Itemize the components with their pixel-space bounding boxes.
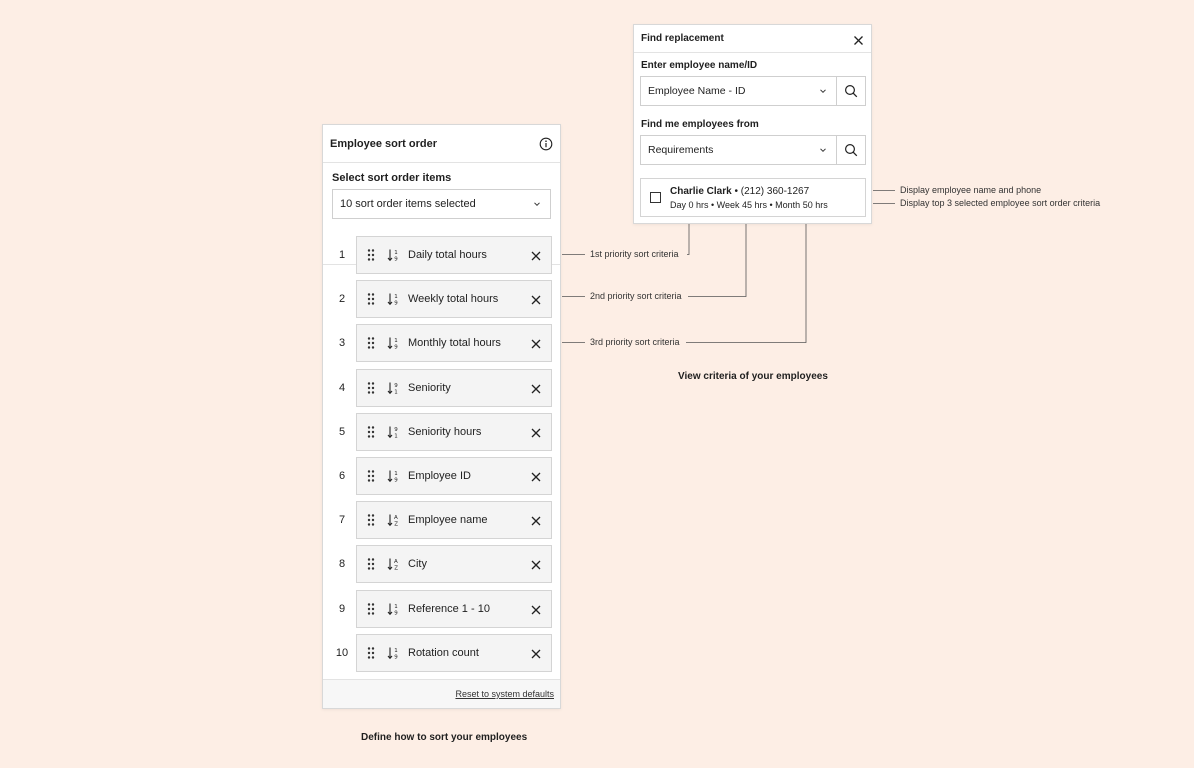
employee-criteria: Day 0 hrs • Week 45 hrs • Month 50 hrs	[670, 200, 828, 210]
remove-icon[interactable]	[530, 293, 542, 305]
sort-alpha-icon	[387, 513, 401, 527]
remove-icon[interactable]	[530, 426, 542, 438]
sort-item-card[interactable]	[356, 369, 552, 407]
sort-item-card[interactable]	[356, 324, 552, 362]
remove-icon[interactable]	[530, 647, 542, 659]
drag-handle-icon[interactable]	[366, 602, 376, 616]
employee-sort-panel	[322, 124, 561, 709]
sort-numeric-desc-icon	[387, 425, 401, 439]
sort-item-label: Employee ID	[408, 470, 471, 482]
requirements-search-button[interactable]	[837, 135, 866, 165]
sort-order-row	[323, 369, 562, 407]
sort-order-row	[323, 590, 562, 628]
drag-handle-icon[interactable]	[366, 248, 376, 262]
sort-priority-number: 10	[335, 646, 349, 659]
svg-text:1: 1	[394, 389, 398, 395]
sort-items-dropdown-value: 10 sort order items selected	[340, 198, 476, 210]
sort-item-card[interactable]	[356, 590, 552, 628]
sort-order-row	[323, 501, 562, 539]
find-panel-header	[634, 25, 871, 53]
employees-from-dropdown[interactable]	[640, 135, 837, 165]
chevron-down-icon	[818, 86, 828, 96]
annotation-first-priority: 1st priority sort criteria	[590, 249, 679, 259]
remove-icon[interactable]	[530, 603, 542, 615]
sort-priority-number: 4	[338, 381, 346, 394]
sort-numeric-icon	[387, 469, 401, 483]
sort-item-label: Seniority hours	[408, 425, 482, 438]
search-icon	[844, 143, 858, 157]
svg-text:9: 9	[394, 654, 398, 660]
drag-handle-icon[interactable]	[366, 336, 376, 350]
sort-alpha-icon	[387, 557, 401, 571]
remove-icon[interactable]	[530, 514, 542, 526]
sort-priority-number: 7	[338, 514, 346, 527]
employee-name-input-row	[640, 76, 866, 106]
drag-handle-icon[interactable]	[366, 513, 376, 527]
svg-text:9: 9	[394, 477, 398, 483]
sort-priority-number: 1	[338, 249, 346, 261]
find-replacement-panel	[633, 24, 872, 224]
sort-priority-number: 8	[338, 558, 346, 571]
sort-priority-number: 3	[338, 337, 346, 350]
sort-numeric-icon	[387, 646, 401, 660]
svg-text:1: 1	[394, 647, 398, 654]
employees-from-input-row	[640, 135, 866, 165]
employee-result-item[interactable]	[640, 178, 866, 217]
svg-text:1: 1	[394, 294, 398, 301]
sort-item-card[interactable]	[356, 545, 552, 583]
sort-select-label: Select sort order items	[332, 172, 452, 184]
employee-separator: •	[734, 186, 738, 197]
svg-text:Z: Z	[394, 521, 398, 528]
employee-search-button[interactable]	[837, 76, 866, 106]
sort-order-row	[323, 280, 562, 318]
sort-panel-footer	[323, 679, 560, 708]
info-icon[interactable]	[539, 137, 553, 151]
employees-from-label: Find me employees from	[641, 119, 759, 130]
search-icon	[844, 84, 858, 98]
connector-third	[562, 213, 806, 343]
sort-numeric-desc-icon	[387, 381, 401, 395]
svg-text:A: A	[394, 515, 398, 522]
find-panel-title: Find replacement	[641, 33, 724, 44]
drag-handle-icon[interactable]	[366, 646, 376, 660]
svg-text:1: 1	[394, 250, 398, 257]
sort-order-row	[323, 236, 562, 274]
employee-name-dropdown-value: Employee Name - ID	[648, 85, 746, 97]
svg-text:1: 1	[394, 338, 398, 345]
sort-item-card[interactable]	[356, 634, 552, 672]
drag-handle-icon[interactable]	[366, 469, 376, 483]
drag-handle-icon[interactable]	[366, 381, 376, 395]
employee-name: Charlie Clark	[670, 186, 732, 197]
chevron-down-icon	[532, 199, 542, 209]
employee-name-phone	[670, 186, 809, 197]
employee-select-checkbox[interactable]	[650, 192, 661, 203]
annotation-third-priority: 3rd priority sort criteria	[590, 337, 680, 347]
svg-text:9: 9	[394, 426, 398, 433]
sort-order-row	[323, 413, 562, 451]
sort-numeric-icon	[387, 602, 401, 616]
sort-item-card[interactable]	[356, 236, 552, 274]
remove-icon[interactable]	[530, 470, 542, 482]
sort-panel-title: Employee sort order	[330, 137, 437, 150]
svg-text:9: 9	[394, 610, 398, 616]
sort-numeric-icon	[387, 292, 401, 306]
svg-text:1: 1	[394, 471, 398, 478]
sort-priority-number: 5	[338, 425, 346, 438]
annotation-top3-criteria: Display top 3 selected employee sort order criteria	[900, 198, 1101, 208]
employee-name-label: Enter employee name/ID	[641, 60, 758, 71]
sort-priority-number: 6	[338, 470, 346, 482]
sort-numeric-icon	[387, 336, 401, 350]
svg-text:A: A	[394, 559, 398, 566]
drag-handle-icon[interactable]	[366, 292, 376, 306]
svg-text:9: 9	[394, 256, 398, 262]
sort-item-card[interactable]	[356, 501, 552, 539]
sort-priority-number: 2	[338, 293, 346, 306]
employees-from-dropdown-value: Requirements	[648, 144, 714, 156]
sort-panel-caption: Define how to sort your employees	[361, 732, 528, 743]
chevron-down-icon	[818, 145, 828, 155]
sort-item-card[interactable]	[356, 413, 552, 451]
sort-order-row	[323, 545, 562, 583]
sort-order-row	[323, 634, 562, 672]
svg-text:9: 9	[394, 344, 398, 351]
sort-item-card[interactable]	[356, 457, 552, 495]
annotation-second-priority: 2nd priority sort criteria	[590, 291, 682, 301]
sort-item-label: Reference 1 - 10	[408, 602, 490, 615]
close-icon[interactable]	[853, 33, 864, 44]
sort-item-label: Seniority	[408, 381, 451, 394]
sort-priority-number: 9	[338, 602, 346, 615]
sort-item-label: Daily total hours	[408, 249, 487, 261]
sort-item-label: Monthly total hours	[408, 337, 501, 350]
sort-order-row	[323, 457, 562, 495]
find-panel-caption: View criteria of your employees	[678, 371, 828, 382]
svg-text:1: 1	[394, 603, 398, 610]
svg-text:9: 9	[394, 300, 398, 307]
remove-icon[interactable]	[530, 382, 542, 394]
sort-item-label: Weekly total hours	[408, 293, 499, 306]
sort-panel-header	[323, 125, 560, 163]
svg-text:1: 1	[394, 433, 398, 439]
sort-item-label: Rotation count	[408, 646, 479, 659]
sort-item-label: City	[408, 558, 427, 571]
remove-icon[interactable]	[530, 249, 542, 261]
svg-text:9: 9	[394, 382, 398, 389]
remove-icon[interactable]	[530, 337, 542, 349]
employee-phone: (212) 360-1267	[740, 186, 810, 197]
drag-handle-icon[interactable]	[366, 557, 376, 571]
sort-numeric-icon	[387, 248, 401, 262]
sort-item-card[interactable]	[356, 280, 552, 318]
drag-handle-icon[interactable]	[366, 425, 376, 439]
sort-order-row	[323, 324, 562, 362]
remove-icon[interactable]	[530, 558, 542, 570]
reset-defaults-link[interactable]: Reset to system defaults	[455, 689, 554, 699]
annotation-name-phone: Display employee name and phone	[900, 185, 1042, 195]
employee-name-dropdown[interactable]	[640, 76, 837, 106]
sort-item-label: Employee name	[408, 514, 488, 527]
svg-text:Z: Z	[394, 565, 398, 572]
sort-items-dropdown[interactable]	[332, 189, 551, 219]
